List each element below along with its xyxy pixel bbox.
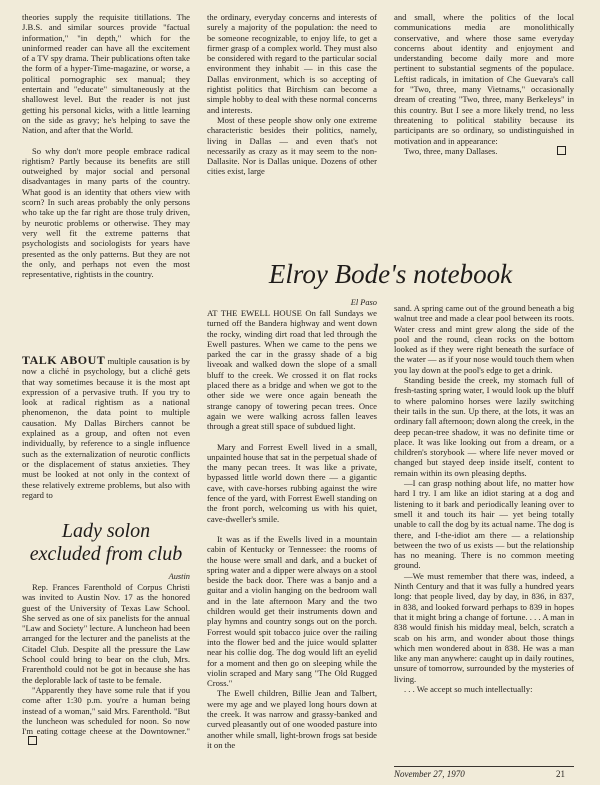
headline-line: excluded from club [29,543,183,565]
drop-cap-lead: TALK ABOUT [22,353,106,367]
paragraph-text: multiple causation is by now a cliché in psychology, but a cliché gets that way sometimes because it is the most apt expression of a pervasive truth. If you try to look at radical rightism as a national phenomenon, the data point to multiple causation. My Dallas Birchers cannot be explained as a group, and often not even individually, by reference to a single influence such as the externalization of neurotic conflicts or the displacement of status anxieties. They must be looked at not only in the context of these relatively extreme problems, but also with regard to [22,356,190,500]
paragraph: Standing beside the creek, my stomach full of fresh-tasting spring water, I would look up the bluff to where palomino horses were lazily switching their tails in the sun. Up there, at the lots, it was an ordinary fall afternoon; down along the creek, in the deep pecan-tree shadow, it was no definite time or place. It was like looking out from a dream, or a children's storybook — where life never moved or changed but stayed deep inside itself, content to remain within its own pleasing depths. [394,375,574,478]
paragraph: and small, where the politics of the local communications media are monolithically conservative, and where those same everyday concerns about identity and enjoyment and understanding become daily more and more pertinent to substantial segments of the populace. Leftist radicals, in imitation of Che Guevara's call for "Two, three, many Vietnams," occasionally dream of creating "Two, three, many Berkeleys" in this country. But I see a more likely trend, no less threatening to political stability because its participants are so ordinary, so undistinguished in motivation and in appearance: [394,12,574,146]
article-headline: Elroy Bode's notebook [268,259,513,289]
paragraph: the ordinary, everyday concerns and interests of surely a majority of the population: the need to be someone recognizable, to enjoy life, to get a firmer grasp of a complex world. They must also be considered with regard to the particular social environment they inhabit — in this case the Dallas environment, which is so accepting of rightist politics that Birchism can become a simple hobby to deal with these normal concerns and interests. [207,12,377,115]
paragraph-text: Two, three, many Dallases. [404,145,498,156]
page-number: 21 [556,769,565,779]
paragraph [22,355,190,500]
column-3-continuation [394,12,574,156]
paragraph [22,685,190,747]
headline-line: Lady solon [61,520,151,542]
footer-rule [394,766,574,767]
column-1-talk-about [22,355,190,500]
elroy-column-left [207,298,377,750]
elroy-column-right [394,303,574,694]
paragraph: theories supply the requisite titillations. The J.B.S. and similar sources provide "factual information," "in depth," which for the uninformed reader can have all the excitement of a TV spy drama. Their publications often take the form of a hyper-Time-magazine, or worse, a political pornographic sex manual; they entertain and "educate" simultaneously at the shallowest level. But the reader is not just getting his personal kicks, with a little learning on the side as gravy; he's helping to save the Nation, and after that the World. [22,12,190,136]
byline: El Paso [350,298,377,307]
paragraph: —We must remember that there was, indeed, a Ninth Century and that it was fully a hundred years long: that people lived, day by day, in 836, in 837, in 838, and looked forward perhaps to 839 in hopes that it might bring a change of fortune. . . . A man in 838 would finish his midday meal, belch, scratch a scab on his arm, and wonder about those things which men wondered about in 838. He was a man like any man anywhere: caught up in daily routines, unsure of tomorrow, surrounded by the mysteries of living. [394,570,574,684]
byline: Austin [168,572,190,581]
paragraph [394,146,574,156]
paragraph: So why don't more people embrace radical rightism? Partly because its benefits are still outweighed by major social and personal disadvantages in many parts of the country. What good is an identity that others view with scorn? In such areas probably the only persons who take up the far right are those truly driven, by neurotic problems or otherwise. They may very well fit the extreme patterns that psychologists and sociologists for years have presented as the only patterns. But they are not the only, and perhaps not even the most representative, rightists in the country. [22,145,190,280]
paragraph: . . . We accept so much intellectually: [404,683,533,694]
column-1-continuation [22,12,190,279]
paragraph: AT THE EWELL HOUSE On fall Sundays we turned off the Bandera highway and went down the rocky, winding dirt road that led through the Ewell pastures. When we came to the pens we parked the car in the grassy shade of a big liveoak and walked down the slope of a small bluff to the creek. We crossed it on flat rocks placed there as a bridge and when we got to the other side we were once again beneath the strange canopy of towering pecan trees. Once again we were walking across fallen leaves through a great still space of subdued light. [207,308,377,432]
footer-date: November 27, 1970 [394,769,465,779]
paragraph: sand. A spring came out of the ground beneath a big walnut tree and made a clear pool between its roots. Water cress and mint grew along the side of the pool and the round, clean rocks on the bottom looked as if they were right beneath the surface of the water — as if your nose would touch them when you lay down at the pool's edge to get a drink. [394,303,574,375]
paragraph-text: "Apparently they have some rule that if you come after 1:30 p.m. you're a human being instead of a woman," said Mrs. Farenthold. "But the luncheon was scheduled for noon. So now I'm eating cottage cheese at the Downtowner." [22,684,190,737]
paragraph: Mary and Forrest Ewell lived in a small, unpainted house that sat in the perpetual shade of the many pecan trees. It was like a private, bypassed little world down there — a gigantic cave, with cave-horses rubbing against the wire fence of the yard, with Forrest Ewell standing on the front porch, welcoming us with his quiet, cave-dweller's smile. [207,441,377,524]
column-2-continuation [207,12,377,177]
article-headline [22,520,190,566]
end-mark [28,736,37,745]
article-body [22,572,190,747]
paragraph: Most of these people show only one extreme characteristic besides their politics, namely, living in Dallas — and even that's not necessarily as crazy as it may seem to the non-Dallasite. Nor is Dallas unique. Dozens of other cities exist, large [207,114,377,177]
paragraph: Rep. Frances Farenthold of Corpus Christi was invited to Austin Nov. 17 as the honored guest of the University of Texas Law School. She served as one of six panelists for the annual "Law and Society" lecture. A luncheon had been arranged for the lecturer and the panelists at the Citadel Club. Despite all the pressure the Law School could bring to bear on the club, Mrs. Frarenthold could not be got in because she has the deplorable lack of taste to be female. [22,582,190,685]
paragraph: The Ewell children, Billie Jean and Talbert, were my age and we played long hours down at the creek. It was narrow and grassy-banked and curved pleasantly out of one wooded pasture into another while small, light-brown frogs sat beside it on the [207,688,377,750]
end-mark [557,146,566,155]
paragraph: —I can grasp nothing about life, no matter how hard I try. I am like an idiot staring at a dog and listening to it bark and periodically leaning over to smell it and touch its hair — yet being totally unable to call the dog by its actual name. The dog is there, and I-the-idiot am there — a relationship between the two of us exists — but the relationship has no meaning. There is no common meeting ground. [394,478,574,571]
paragraph: It was as if the Ewells lived in a mountain cabin of Kentucky or Tennessee: the rooms of the house were small and dark, and a bucket of spring water and a dipper were always on a stool beside the back door. There was a banjo and a guitar and a violin hanging on the bedroom wall and in the late afternoon Mary and the two children would get their instruments down and play hymns and country songs out on the porch. Forrest would spit tobacco juice over the railing into the flower bed and the juice would splatter near his collie dog. The dog would lift an eyelid for a moment and then go on sleeping while the violin scraped and Mary sang "The Old Rugged Cross." [207,533,377,689]
